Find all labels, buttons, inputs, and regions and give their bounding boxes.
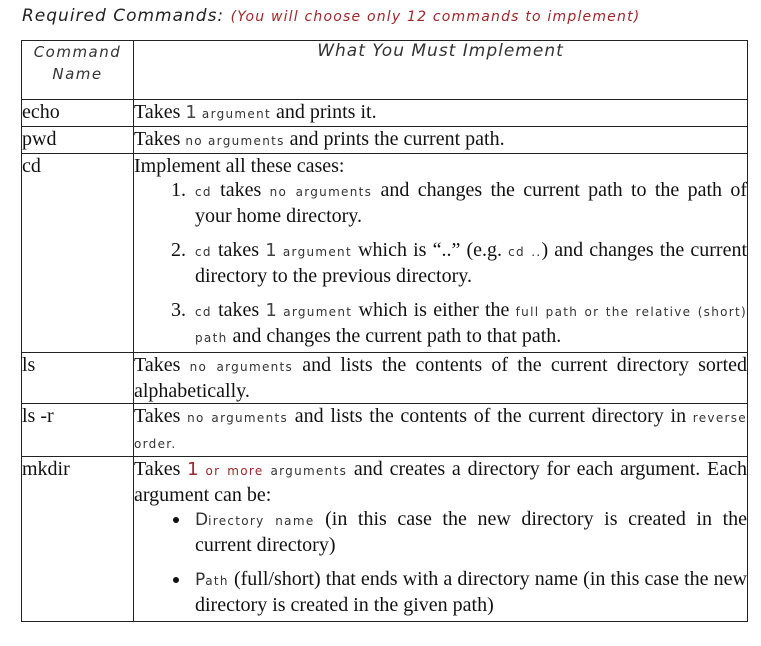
text: (full/short) that ends with a directory name (in this case the new directory is created in the given path) [195, 568, 747, 616]
list-item [191, 507, 747, 557]
table-row [22, 100, 748, 127]
command-description [134, 404, 748, 457]
text: no arguments [185, 134, 285, 148]
text: no arguments [189, 360, 294, 374]
mkdir-intro [134, 457, 747, 507]
header-command-name [22, 41, 134, 100]
list-item [191, 567, 747, 617]
text: cd [195, 305, 212, 319]
command-name: ls -r [22, 404, 134, 457]
command-description [134, 127, 748, 154]
text: ) and changes the current directory to the previous directory. [195, 239, 747, 287]
text: no arguments [187, 411, 289, 425]
text: 1 [187, 459, 199, 480]
text: arguments [263, 464, 348, 478]
header-implementation: What You Must Implement [134, 41, 748, 100]
text: Takes [134, 128, 186, 150]
text: argument [276, 305, 353, 319]
text: 1 [185, 102, 197, 123]
command-description [134, 100, 748, 127]
table-row [22, 154, 748, 353]
command-description [134, 353, 748, 404]
text: or more [198, 464, 264, 478]
text: and prints the current path. [284, 128, 505, 150]
text: full path or the relative (short) path [195, 305, 747, 345]
text: Takes [134, 458, 188, 480]
list-item [191, 298, 747, 350]
command-description [134, 457, 748, 622]
text: takes [211, 299, 266, 321]
text: Takes [134, 405, 188, 427]
text: Takes [134, 354, 190, 376]
command-name: cd [22, 154, 134, 353]
text: ath [205, 574, 229, 588]
text: irectory name [208, 514, 315, 528]
cd-cases [134, 178, 747, 350]
text: 1 [265, 300, 277, 321]
table-row [22, 353, 748, 404]
text: and lists the contents of the current directory sorted alphabetically. [134, 354, 747, 402]
text: and changes the current path to that path. [227, 325, 562, 347]
commands-table [21, 40, 748, 622]
text: takes [211, 179, 270, 201]
command-name: ls [22, 353, 134, 404]
heading-note: (You will choose only 12 commands to implement) [230, 9, 641, 25]
text: argument [196, 107, 272, 121]
text: 1 [265, 240, 277, 261]
text: takes [211, 239, 266, 261]
table-row [22, 127, 748, 154]
text: reverse order. [134, 411, 747, 451]
text: which is “..” (e.g. [351, 239, 509, 261]
header-name-line2: Name [52, 65, 103, 83]
table-row [22, 457, 748, 622]
text: (in this case the new directory is created in the current directory) [195, 508, 748, 556]
cd-intro: Implement all these cases: [134, 155, 345, 177]
text: argument [276, 245, 352, 259]
heading-title: Required Commands: [22, 6, 225, 26]
header-name-line1: Command [33, 43, 122, 61]
text: cd .. [508, 245, 542, 259]
text: and lists the contents of the current directory in [288, 405, 693, 427]
text: D [195, 510, 209, 530]
command-name: mkdir [22, 457, 134, 622]
text: and creates a directory for each argument. Each argument can be: [134, 458, 748, 506]
text: P [195, 570, 206, 590]
text: no arguments [269, 185, 373, 199]
text: and changes the current path to the path of your home directory. [195, 179, 748, 227]
text: which is either the [352, 299, 516, 321]
command-description [134, 154, 748, 353]
table-header-row [22, 41, 748, 100]
text: cd [195, 185, 212, 199]
list-item [191, 178, 747, 228]
text: Takes [134, 101, 186, 123]
table-row [22, 404, 748, 457]
command-name: pwd [22, 127, 134, 154]
text: and prints it. [271, 101, 377, 123]
section-heading [22, 6, 640, 26]
text: cd [195, 245, 212, 259]
mkdir-argument-forms [134, 507, 747, 617]
list-item [191, 238, 747, 288]
command-name: echo [22, 100, 134, 127]
